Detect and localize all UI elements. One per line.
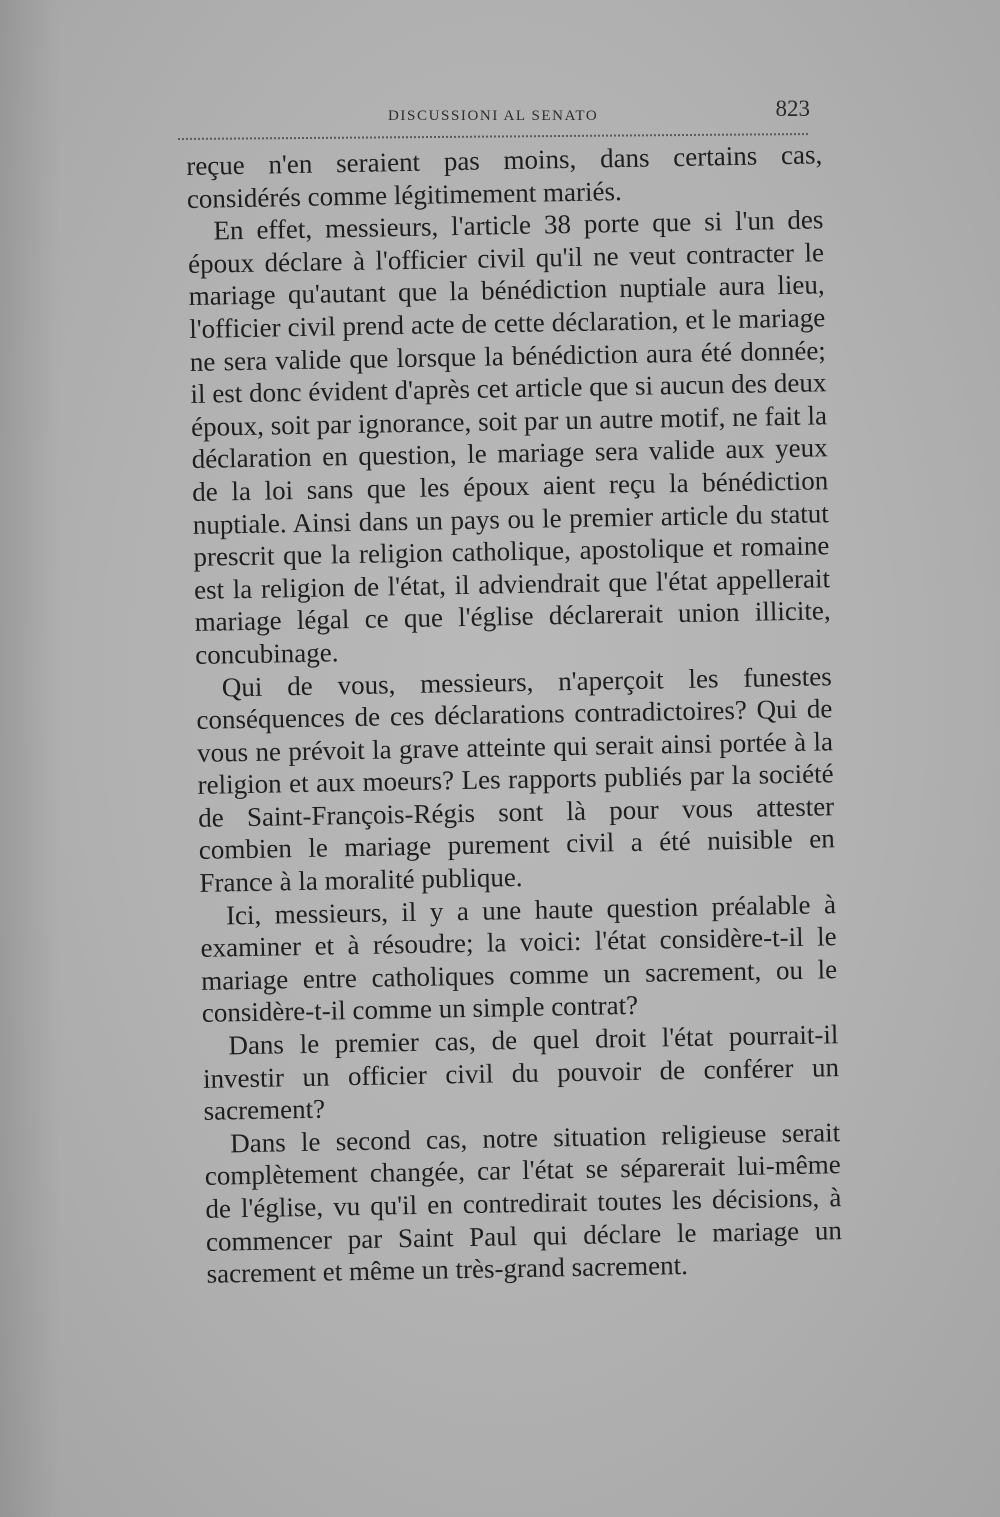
running-head xyxy=(178,96,810,136)
body-text xyxy=(186,138,843,1290)
paragraph: Ici, messieurs, il y a une haute question préalable à examiner et à résoudre; la voici: l'état considère-t-il le mariage entre catholiques comme un sacrement, ou le considère-t-il comme un simple contrat? xyxy=(200,888,838,1029)
running-title: DISCUSSIONI AL SENATO xyxy=(388,108,599,124)
paragraph: Dans le second cas, notre situation religieuse serait complètement changée, car l'état se séparerait lui-même de l'église, vu qu'il en contredirait toutes les décisions, à commencer par Saint Paul qui déclare le mariage un sacrement et même un très-grand sacrement. xyxy=(204,1116,843,1289)
paragraph: En effet, messieurs, l'article 38 porte que si l'un des époux déclare à l'officier civil qu'il ne veut contracter le mariage qu'autant que la bénédiction nuptiale aura lieu, l'officier civil prend acte de cette déclaration, et le mariage ne sera valide que lorsque la bénédiction aura été donnée; il est donc évident d'après cet article que si aucun des deux époux, soit par ignorance, soit par un autre motif, ne fait la déclaration en question, le mariage sera valide aux yeux de la loi sans que les époux aient reçu la bénédiction nuptiale. Ainsi dans un pays ou le premier article du statut prescrit que la religion catholique, apostolique et romaine est la religion de l'état, il adviendrait que l'état appellerait mariage légal ce que l'église déclarerait union illicite, concubinage. xyxy=(187,204,831,670)
paragraph: Qui de vous, messieurs, n'aperçoit les funestes conséquences de ces déclarations contradictoires? Qui de vous ne prévoit la grave atteinte qui serait ainsi portée à la religion et aux moeurs? Les rapports publiés par la société de Saint-François-Régis sont là pour vous attester combien le mariage purement civil a été nuisible en France à la moralité publique. xyxy=(196,660,836,898)
page-number: 823 xyxy=(775,96,810,121)
paragraph: reçue n'en seraient pas moins, dans certains cas, considérés comme légitimement mariés. xyxy=(186,139,823,214)
paragraph: Dans le premier cas, de quel droit l'état pourrait-il investir un officier civil du pouvoir de conférer un sacrement? xyxy=(202,1019,840,1127)
